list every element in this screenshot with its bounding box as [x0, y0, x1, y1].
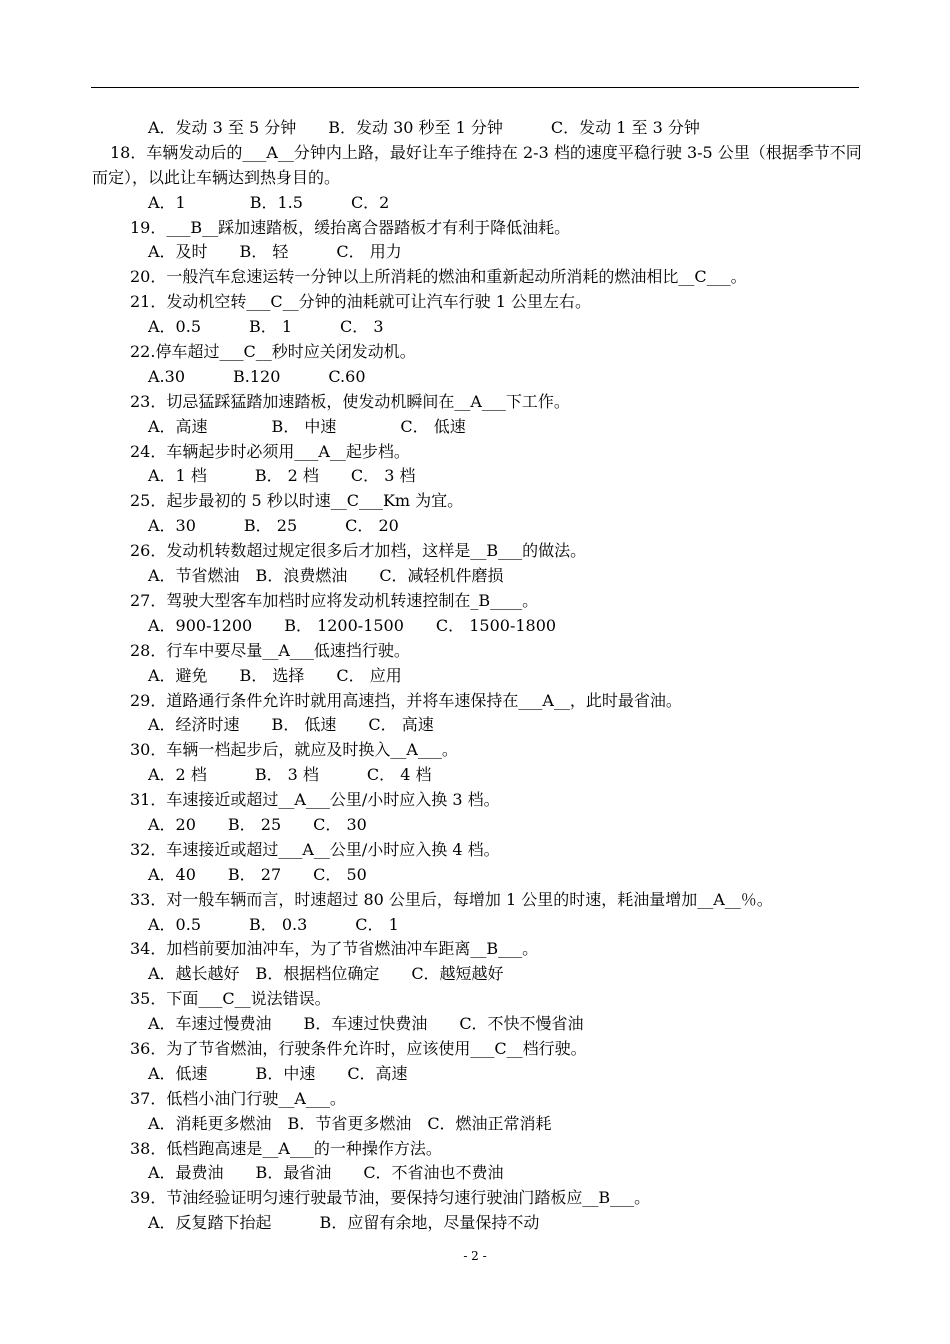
options-32: A．40 B． 27 C． 50 [148, 864, 367, 884]
options-19: A．及时 B． 轻 C． 用力 [148, 242, 402, 262]
question-21: 21．发动机空转___C__分钟的油耗就可让汽车行驶 1 公里左右。 [130, 292, 591, 312]
options-24: A．1 档 B． 2 档 C． 3 档 [148, 466, 416, 486]
options-30: A．2 档 B． 3 档 C． 4 档 [148, 765, 432, 785]
page-number: - 2 - [463, 1249, 487, 1263]
header-rule [91, 87, 859, 88]
question-37: 37．低档小油门行驶__A___。 [130, 1088, 346, 1108]
top-options: A．发动 3 至 5 分钟 B．发动 30 秒至 1 分钟 C．发动 1 至 3 分钟 [148, 118, 700, 137]
question-36: 36．为了节省燃油，行驶条件允许时，应该使用___C__档行驶。 [130, 1038, 587, 1058]
question-34: 34．加档前要加油冲车，为了节省燃油冲车距离__B___。 [130, 939, 539, 959]
options-39: A．反复踏下抬起 B．应留有余地，尽量保持不动 [148, 1213, 540, 1233]
question-32: 32．车速接近或超过___A__公里/小时应入换 4 档。 [130, 839, 500, 859]
question-27: 27．驾驶大型客车加档时应将发动机转速控制在_B____。 [130, 590, 539, 610]
options-35: A．车速过慢费油 B．车速过快费油 C．不快不慢省油 [148, 1014, 584, 1034]
options-27: A．900-1200 B． 1200-1500 C． 1500-1800 [148, 615, 557, 635]
options-21: A．0.5 B． 1 C． 3 [148, 317, 384, 337]
options-26: A．节省燃油 B．浪费燃油 C．减轻机件磨损 [148, 566, 504, 586]
question-30: 30．车辆一档起步后，就应及时换入__A___。 [130, 740, 458, 760]
options-28: A．避免 B． 选择 C． 应用 [148, 665, 402, 685]
options-22: A.30 B.120 C.60 [148, 366, 366, 386]
question-33: 33．对一般车辆而言，时速超过 80 公里后，每增加 1 公里的时速，耗油量增加__A__％。 [130, 889, 773, 909]
question-18: 18．车辆发动后的___A__分钟内上路，最好让车子维持在 2-3 档的速度平稳行驶 3-5 公里（根据季节不同而定），以此让车辆达到热身目的。 [92, 142, 862, 187]
question-25: 25．起步最初的 5 秒以时速__C___Km 为宜。 [130, 491, 464, 511]
question-22: 22.停车超过___C__秒时应关闭发动机。 [130, 342, 416, 362]
question-19: 19．___B__踩加速踏板，缓抬离合器踏板才有利于降低油耗。 [130, 217, 571, 237]
options-37: A．消耗更多燃油 B．节省更多燃油 C．燃油正常消耗 [148, 1113, 552, 1133]
options-29: A．经济时速 B． 低速 C． 高速 [148, 715, 434, 735]
question-31: 31．车速接近或超过__A___公里/小时应入换 3 档。 [130, 790, 500, 810]
question-23: 23．切忌猛踩猛踏加速踏板，使发动机瞬间在__A___下工作。 [130, 391, 570, 411]
question-list [92, 116, 862, 1236]
question-39: 39．节油经验证明匀速行驶最节油，要保持匀速行驶油门踏板应__B___。 [130, 1188, 651, 1208]
options-18: A．1 B．1.5 C．2 [148, 192, 390, 212]
question-29: 29．道路通行条件允许时就用高速挡，并将车速保持在___A__，此时最省油。 [130, 690, 682, 710]
question-20: 20．一般汽车怠速运转一分钟以上所消耗的燃油和重新起动所消耗的燃油相比__C___。 [130, 267, 747, 287]
question-38: 38．低档跑高速是__A___的一种操作方法。 [130, 1138, 442, 1158]
question-35: 35．下面___C__说法错误。 [130, 989, 331, 1009]
question-24: 24．车辆起步时必须用___A__起步档。 [130, 441, 410, 461]
question-28: 28．行车中要尽量__A___低速挡行驶。 [130, 640, 410, 660]
options-25: A．30 B． 25 C． 20 [148, 516, 399, 536]
options-33: A．0.5 B． 0.3 C． 1 [148, 914, 399, 934]
options-23: A．高速 B． 中速 C． 低速 [148, 416, 466, 436]
options-34: A．越长越好 B．根据档位确定 C．越短越好 [148, 964, 504, 984]
options-38: A．最费油 B．最省油 C．不省油也不费油 [148, 1163, 504, 1183]
options-36: A．低速 B．中速 C．高速 [148, 1063, 408, 1083]
question-26: 26．发动机转数超过规定很多后才加档，这样是__B___的做法。 [130, 541, 587, 561]
options-31: A．20 B． 25 C． 30 [148, 814, 367, 834]
